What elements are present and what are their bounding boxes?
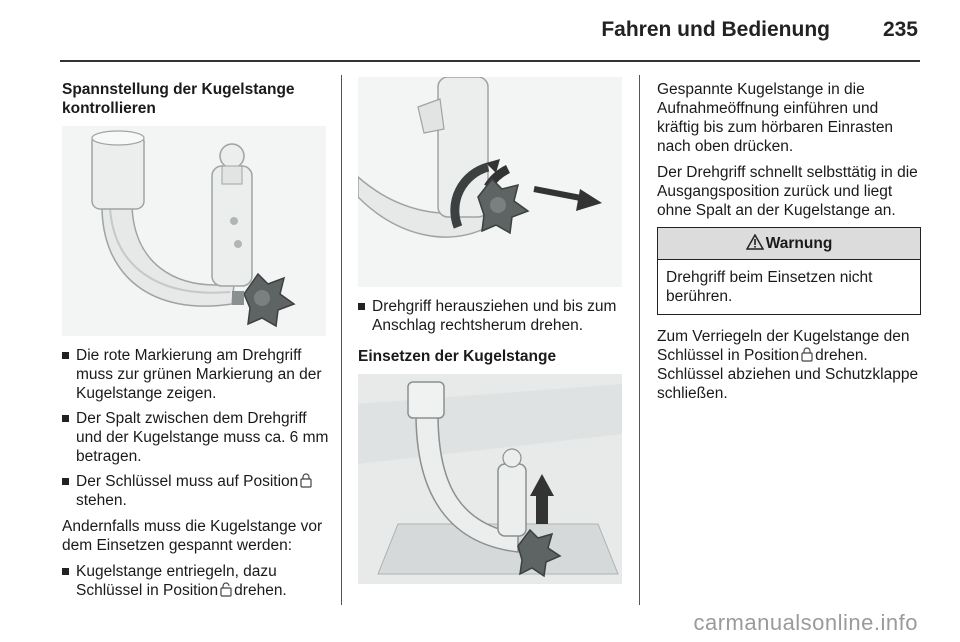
lock-closed-icon: [801, 347, 813, 362]
warning-box: [657, 227, 921, 315]
check-bullet-list: [62, 346, 332, 510]
paragraph: Andernfalls muss die Kugelstange vor dem Einsetzen gespannt werden:: [62, 518, 323, 554]
column-divider-2: [639, 75, 640, 605]
paragraph: [657, 327, 921, 403]
column-divider-1: [341, 75, 342, 605]
lock-closed-icon: [300, 473, 312, 488]
warning-header: [658, 228, 920, 260]
page-number: 235: [882, 18, 918, 41]
paragraph: Der Drehgriff schnellt selbsttätig in die Ausgangsposition zurück und liegt ohne Spalt an der Kugelstange an.: [657, 164, 918, 219]
paragraph: Gespannte Kugelstange in die Aufnahmeöffnung einführen und kräftig bis zum hörbaren Einrasten nach oben drücken.: [657, 81, 894, 155]
unlock-bullet-list: [62, 562, 332, 600]
list-item-text: Der Schlüssel muss auf Position: [76, 473, 299, 490]
column-1: [62, 80, 332, 607]
towbar-illustration-1: [62, 126, 326, 336]
warning-triangle-icon: [746, 234, 764, 250]
list-item: [62, 472, 332, 510]
paragraph-text-tail: drehen. Schlüssel abziehen und Schutzklappe schließen.: [657, 347, 919, 402]
lock-open-icon: [220, 582, 232, 597]
list-item: Die rote Markierung am Drehgriff muss zur grünen Markierung an der Kugelstange zeigen.: [62, 346, 332, 403]
section-heading-insert: Einsetzen der Kugelstange: [358, 348, 557, 365]
paragraph-text: Zum Verriegeln der Kugelstange den Schlüssel in Position: [657, 328, 910, 364]
watermark: carmanualsonline.info: [693, 610, 918, 635]
pull-handle-bullet-list: [358, 297, 623, 335]
header-divider: [60, 60, 920, 62]
list-item-text-tail: drehen.: [234, 582, 287, 599]
list-item: Drehgriff herausziehen und bis zum Anschlag rechtsherum drehen.: [358, 297, 623, 335]
warning-text: Drehgriff beim Einsetzen nicht berühren.: [666, 269, 873, 305]
column-2: [358, 77, 623, 594]
page-header-title: Fahren und Bedienung: [601, 18, 830, 41]
list-item: [62, 562, 332, 600]
list-item: Der Spalt zwischen dem Drehgriff und der Kugelstange muss ca. 6 mm betragen.: [62, 409, 332, 466]
towbar-illustration-2: [358, 77, 622, 287]
list-item-text-tail: stehen.: [76, 492, 127, 509]
section-heading-check: Spannstellung der Kugelstange kontrollieren: [62, 81, 295, 117]
warning-title: Warnung: [765, 235, 833, 252]
towbar-illustration-3: [358, 374, 622, 584]
list-item-text: Kugelstange entriegeln, dazu Schlüssel in Position: [76, 563, 277, 599]
column-3: [657, 80, 921, 410]
